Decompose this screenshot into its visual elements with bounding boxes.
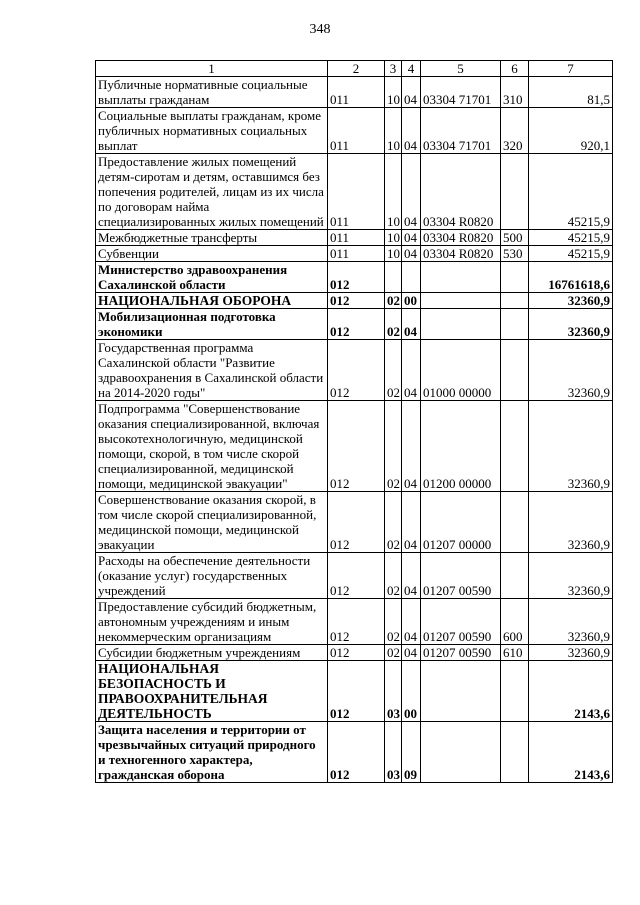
row-name-cell: Субсидии бюджетным учреждениям <box>96 645 328 661</box>
division-cell <box>385 262 402 293</box>
division-cell: 02 <box>385 645 402 661</box>
row-name-cell: Социальные выплаты гражданам, кроме публичных нормативных социальных выплат <box>96 108 328 154</box>
expense-type-cell <box>501 401 529 492</box>
division-cell: 10 <box>385 154 402 230</box>
subdivision-cell: 04 <box>402 246 421 262</box>
row-name-cell: Субвенции <box>96 246 328 262</box>
expense-type-cell <box>501 262 529 293</box>
column-header: 3 <box>385 61 402 77</box>
section-code-cell: 012 <box>328 722 385 783</box>
target-article-cell: 01207 00590 <box>421 645 501 661</box>
amount-cell: 32360,9 <box>529 293 613 309</box>
row-name-cell: НАЦИОНАЛЬНАЯ ОБОРОНА <box>96 293 328 309</box>
expense-type-cell <box>501 154 529 230</box>
row-name-cell: Межбюджетные трансферты <box>96 230 328 246</box>
target-article-cell: 01207 00590 <box>421 599 501 645</box>
section-code-cell: 012 <box>328 645 385 661</box>
subdivision-cell: 04 <box>402 77 421 108</box>
table-row <box>96 661 613 722</box>
column-header: 1 <box>96 61 328 77</box>
section-code-cell: 012 <box>328 401 385 492</box>
amount-cell: 45215,9 <box>529 154 613 230</box>
section-code-cell: 012 <box>328 340 385 401</box>
amount-cell: 2143,6 <box>529 722 613 783</box>
subdivision-cell: 04 <box>402 645 421 661</box>
amount-cell: 32360,9 <box>529 553 613 599</box>
expense-type-cell <box>501 340 529 401</box>
expense-type-cell: 320 <box>501 108 529 154</box>
table-row <box>96 230 613 246</box>
division-cell: 02 <box>385 293 402 309</box>
expense-type-cell <box>501 553 529 599</box>
division-cell: 10 <box>385 230 402 246</box>
target-article-cell <box>421 661 501 722</box>
expense-type-cell: 600 <box>501 599 529 645</box>
row-name-cell: Публичные нормативные социальные выплаты гражданам <box>96 77 328 108</box>
expense-type-cell <box>501 722 529 783</box>
section-code-cell: 012 <box>328 553 385 599</box>
row-name-cell: Предоставление субсидий бюджетным, автономным учреждениям и иным некоммерческим организациям <box>96 599 328 645</box>
target-article-cell: 03304 71701 <box>421 77 501 108</box>
row-name-cell: Подпрограмма "Совершенствование оказания специализированной, включая высокотехнологичную, медицинской помощи, скорой, в том числе скорой специализированной, медицинской помощи, медицинской эвакуации" <box>96 401 328 492</box>
subdivision-cell <box>402 262 421 293</box>
expense-type-cell <box>501 309 529 340</box>
table-row <box>96 77 613 108</box>
section-code-cell: 011 <box>328 230 385 246</box>
target-article-cell: 03304 R0820 <box>421 230 501 246</box>
amount-cell: 32360,9 <box>529 401 613 492</box>
subdivision-cell: 00 <box>402 661 421 722</box>
row-name-cell: Расходы на обеспечение деятельности (оказание услуг) государственных учреждений <box>96 553 328 599</box>
section-code-cell: 012 <box>328 309 385 340</box>
table-row <box>96 722 613 783</box>
amount-cell: 32360,9 <box>529 492 613 553</box>
header-row <box>96 61 613 77</box>
table-row <box>96 401 613 492</box>
section-code-cell: 011 <box>328 246 385 262</box>
amount-cell: 16761618,6 <box>529 262 613 293</box>
expense-type-cell: 530 <box>501 246 529 262</box>
amount-cell: 32360,9 <box>529 645 613 661</box>
row-name-cell: НАЦИОНАЛЬНАЯ БЕЗОПАСНОСТЬ И ПРАВООХРАНИТЕЛЬНАЯ ДЕЯТЕЛЬНОСТЬ <box>96 661 328 722</box>
amount-cell: 32360,9 <box>529 340 613 401</box>
amount-cell: 32360,9 <box>529 599 613 645</box>
table-row <box>96 246 613 262</box>
division-cell: 02 <box>385 340 402 401</box>
subdivision-cell: 09 <box>402 722 421 783</box>
section-code-cell: 012 <box>328 293 385 309</box>
target-article-cell: 01000 00000 <box>421 340 501 401</box>
subdivision-cell: 04 <box>402 492 421 553</box>
expense-type-cell: 310 <box>501 77 529 108</box>
target-article-cell: 03304 71701 <box>421 108 501 154</box>
amount-cell: 45215,9 <box>529 230 613 246</box>
row-name-cell: Предоставление жилых помещений детям-сиротам и детям, оставшимся без попечения родителей, лицам из их числа по договорам найма специализированных жилых помещений <box>96 154 328 230</box>
division-cell: 10 <box>385 108 402 154</box>
division-cell: 10 <box>385 77 402 108</box>
division-cell: 03 <box>385 722 402 783</box>
subdivision-cell: 04 <box>402 154 421 230</box>
amount-cell: 45215,9 <box>529 246 613 262</box>
table-row <box>96 293 613 309</box>
expense-type-cell <box>501 492 529 553</box>
table-row <box>96 645 613 661</box>
division-cell: 02 <box>385 599 402 645</box>
amount-cell: 920,1 <box>529 108 613 154</box>
section-code-cell: 012 <box>328 599 385 645</box>
amount-cell: 2143,6 <box>529 661 613 722</box>
section-code-cell: 012 <box>328 262 385 293</box>
column-header: 7 <box>529 61 613 77</box>
target-article-cell: 01207 00590 <box>421 553 501 599</box>
row-name-cell: Защита населения и территории от чрезвычайных ситуаций природного и техногенного характера, гражданская оборона <box>96 722 328 783</box>
target-article-cell: 03304 R0820 <box>421 154 501 230</box>
target-article-cell <box>421 722 501 783</box>
target-article-cell <box>421 309 501 340</box>
subdivision-cell: 04 <box>402 108 421 154</box>
table-row <box>96 309 613 340</box>
target-article-cell: 01200 00000 <box>421 401 501 492</box>
row-name-cell: Мобилизационная подготовка экономики <box>96 309 328 340</box>
subdivision-cell: 04 <box>402 599 421 645</box>
subdivision-cell: 04 <box>402 553 421 599</box>
target-article-cell <box>421 262 501 293</box>
target-article-cell <box>421 293 501 309</box>
expense-type-cell: 610 <box>501 645 529 661</box>
subdivision-cell: 04 <box>402 309 421 340</box>
division-cell: 03 <box>385 661 402 722</box>
subdivision-cell: 04 <box>402 401 421 492</box>
table-row <box>96 154 613 230</box>
budget-table <box>95 60 613 783</box>
section-code-cell: 012 <box>328 492 385 553</box>
section-code-cell: 011 <box>328 77 385 108</box>
amount-cell: 32360,9 <box>529 309 613 340</box>
target-article-cell: 01207 00000 <box>421 492 501 553</box>
row-name-cell: Министерство здравоохранения Сахалинской области <box>96 262 328 293</box>
table-row <box>96 108 613 154</box>
section-code-cell: 011 <box>328 108 385 154</box>
column-header: 4 <box>402 61 421 77</box>
section-code-cell: 011 <box>328 154 385 230</box>
table-row <box>96 340 613 401</box>
table-row <box>96 599 613 645</box>
section-code-cell: 012 <box>328 661 385 722</box>
page-number: 348 <box>309 22 331 37</box>
column-header: 2 <box>328 61 385 77</box>
row-name-cell: Совершенствование оказания скорой, в том числе скорой специализированной, медицинской помощи, медицинской эвакуации <box>96 492 328 553</box>
target-article-cell: 03304 R0820 <box>421 246 501 262</box>
column-header: 6 <box>501 61 529 77</box>
subdivision-cell: 04 <box>402 230 421 246</box>
row-name-cell: Государственная программа Сахалинской области "Развитие здравоохранения в Сахалинской области на 2014-2020 годы" <box>96 340 328 401</box>
division-cell: 02 <box>385 492 402 553</box>
table-row <box>96 262 613 293</box>
column-header: 5 <box>421 61 501 77</box>
expense-type-cell <box>501 661 529 722</box>
division-cell: 02 <box>385 553 402 599</box>
subdivision-cell: 00 <box>402 293 421 309</box>
subdivision-cell: 04 <box>402 340 421 401</box>
division-cell: 02 <box>385 309 402 340</box>
expense-type-cell <box>501 293 529 309</box>
amount-cell: 81,5 <box>529 77 613 108</box>
division-cell: 02 <box>385 401 402 492</box>
expense-type-cell: 500 <box>501 230 529 246</box>
table-row <box>96 492 613 553</box>
table-row <box>96 553 613 599</box>
division-cell: 10 <box>385 246 402 262</box>
